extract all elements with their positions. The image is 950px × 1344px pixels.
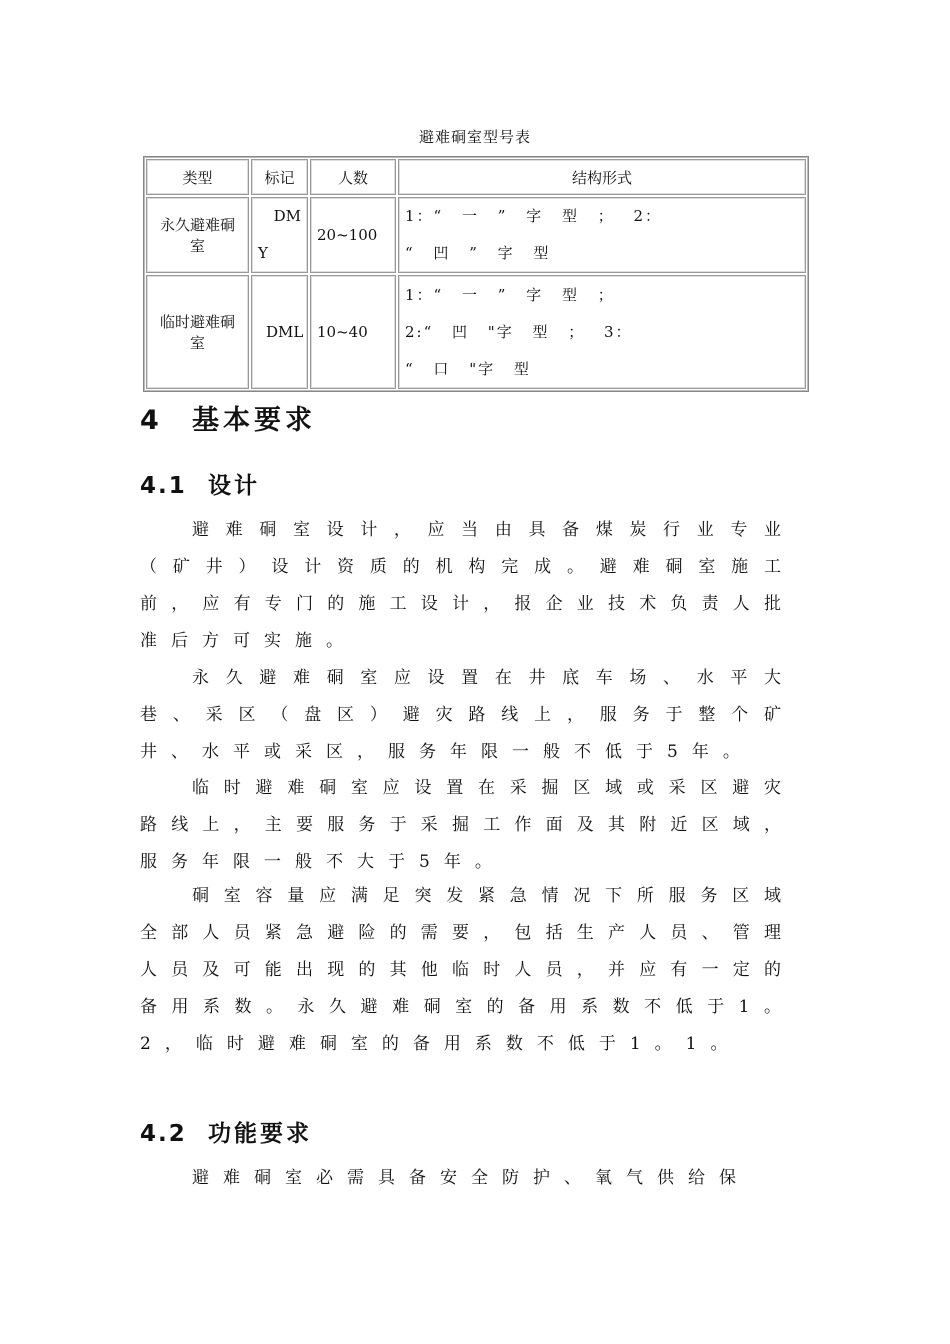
table-caption: 避难硐室型号表 (418, 128, 531, 146)
section-heading-4 (140, 398, 316, 437)
cell-mark-line: DM (273, 207, 301, 226)
table-row (146, 275, 806, 389)
section-title: 设计 (208, 473, 260, 499)
table-header-row (146, 159, 806, 195)
cell-structure-line: “ 凹 ” 字 型 (405, 244, 551, 263)
section-title: 功能要求 (208, 1121, 312, 1147)
paragraph: 永久避难硐室应设置在井底车场、水平大巷、采区（盘区）避灾路线上，服务于整个矿井、水平或采区，服务年限一般不低于5年。 (140, 668, 795, 762)
cell-structure (398, 275, 806, 389)
cell-structure-line: 2:“ 凹 "字 型 ； 3： (405, 322, 633, 341)
cell-structure (398, 197, 806, 273)
header-type: 类型 (146, 159, 249, 195)
paragraph: 避难硐室设计，应当由具备煤炭行业专业（矿井）设计资质的机构完成。避难硐室施工前，应有专门的施工设计，报企业技术负责人批准后方可实施。 (140, 520, 795, 651)
header-structure: 结构形式 (398, 159, 806, 195)
cell-type: 临时避难硐室 (146, 275, 249, 389)
section-heading-4-1 (140, 467, 260, 500)
cell-count: 10~40 (310, 275, 396, 389)
section-number: 4 (140, 405, 163, 436)
section-number: 4.2 (140, 1121, 187, 1147)
section-number: 4.1 (140, 473, 187, 499)
header-count: 人数 (310, 159, 396, 195)
cell-mark (251, 197, 308, 273)
cell-structure-line: “ 口 "字 型 (405, 359, 531, 378)
section-title: 基本要求 (192, 405, 316, 436)
cell-type: 永久避难硐室 (146, 197, 249, 273)
shelter-model-table (143, 156, 809, 392)
cell-mark: DML (251, 275, 308, 389)
section-heading-4-2 (140, 1115, 312, 1148)
cell-mark-line: Y (258, 244, 268, 263)
paragraph: 避难硐室必需具备安全防护、氧气供给保 (192, 1168, 750, 1188)
table-row (146, 197, 806, 273)
cell-count: 20~100 (310, 197, 396, 273)
paragraph: 硐室容量应满足突发紧急情况下所服务区域全部人员紧急避险的需要，包括生产人员、管理人员及可能出现的其他临时人员，并应有一定的备用系数。永久避难硐室的备用系数不低于1。2，临时避难硐室的备用系数不低于1。1。 (140, 886, 795, 1054)
cell-structure-line: 1：“ 一 ” 字 型 ； 2： (405, 207, 663, 226)
paragraph: 临时避难硐室应设置在采掘区域或采区避灾路线上，主要服务于采掘工作面及其附近区域，服务年限一般不大于5年。 (140, 778, 795, 872)
header-mark: 标记 (251, 159, 308, 195)
cell-structure-line: 1：“ 一 ” 字 型 ； (405, 285, 615, 304)
